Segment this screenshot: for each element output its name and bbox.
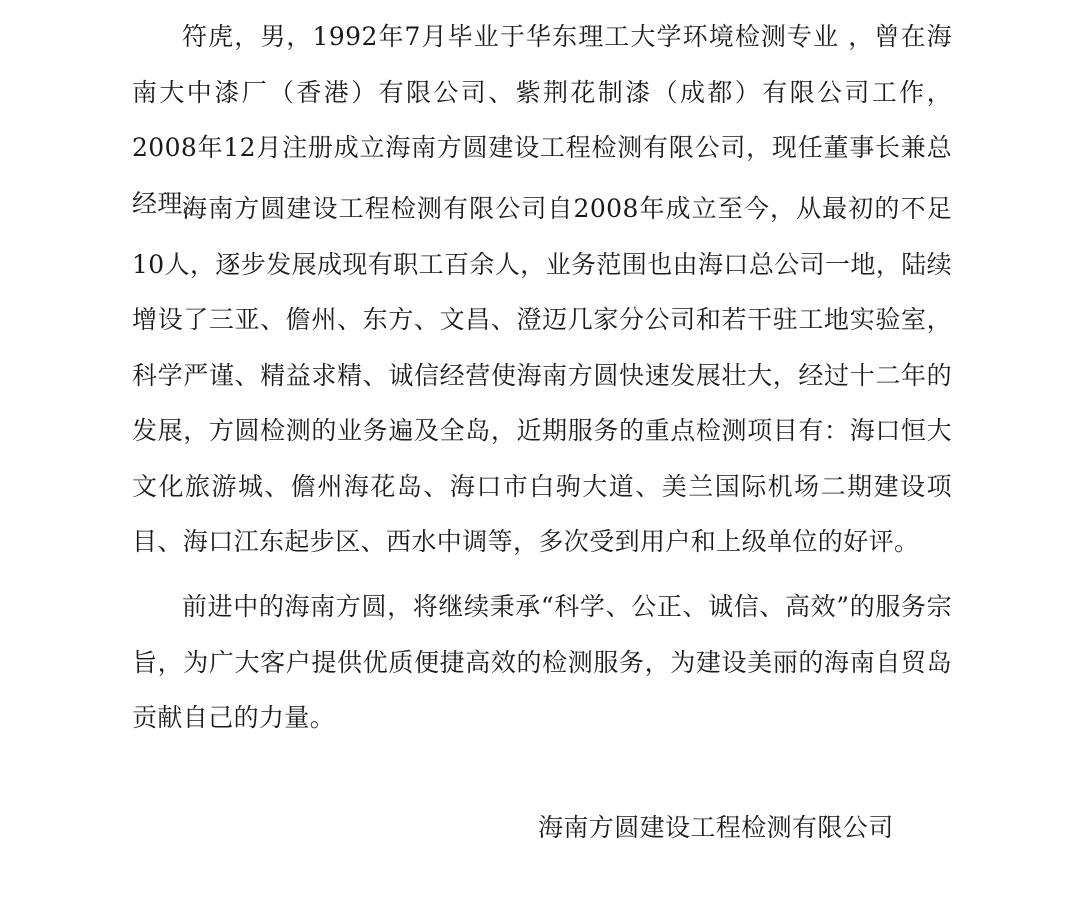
paragraph-founder-bio: 符虎，男，1992年7月毕业于华东理工大学环境检测专业 ，曾在海南大中漆厂（香港）有限公司、紫荆花制漆（成都）有限公司工作，2008年12月注册成立海南方圆建设工程检测有限公司，现任董事长兼总经理。 bbox=[132, 22, 952, 218]
paragraph-company-history: 海南方圆建设工程检测有限公司自2008年成立至今，从最初的不足10人，逐步发展成现有职工百余人，业务范围也由海口总公司一地，陆续增设了三亚、儋州、东方、文昌、澄迈几家分公司和若干驻工地实验室，科学严谨、精益求精、诚信经营使海南方圆快速发展壮大，经过十二年的发展，方圆检测的业务遍及全岛，近期服务的重点检测项目有：海口恒大文化旅游城、儋州海花岛、海口市白驹大道、美兰国际机场二期建设项目、海口江东起步区、西水中调等，多次受到用户和上级单位的好评。 bbox=[132, 194, 953, 556]
paragraph-company-mission: 前进中的海南方圆，将继续秉承“科学、公正、诚信、高效”的服务宗旨，为广大客户提供优质便捷高效的检测服务，为建设美丽的海南自贸岛贡献自己的力量。 bbox=[132, 592, 952, 732]
company-signature: 海南方圆建设工程检测有限公司 bbox=[538, 813, 894, 842]
